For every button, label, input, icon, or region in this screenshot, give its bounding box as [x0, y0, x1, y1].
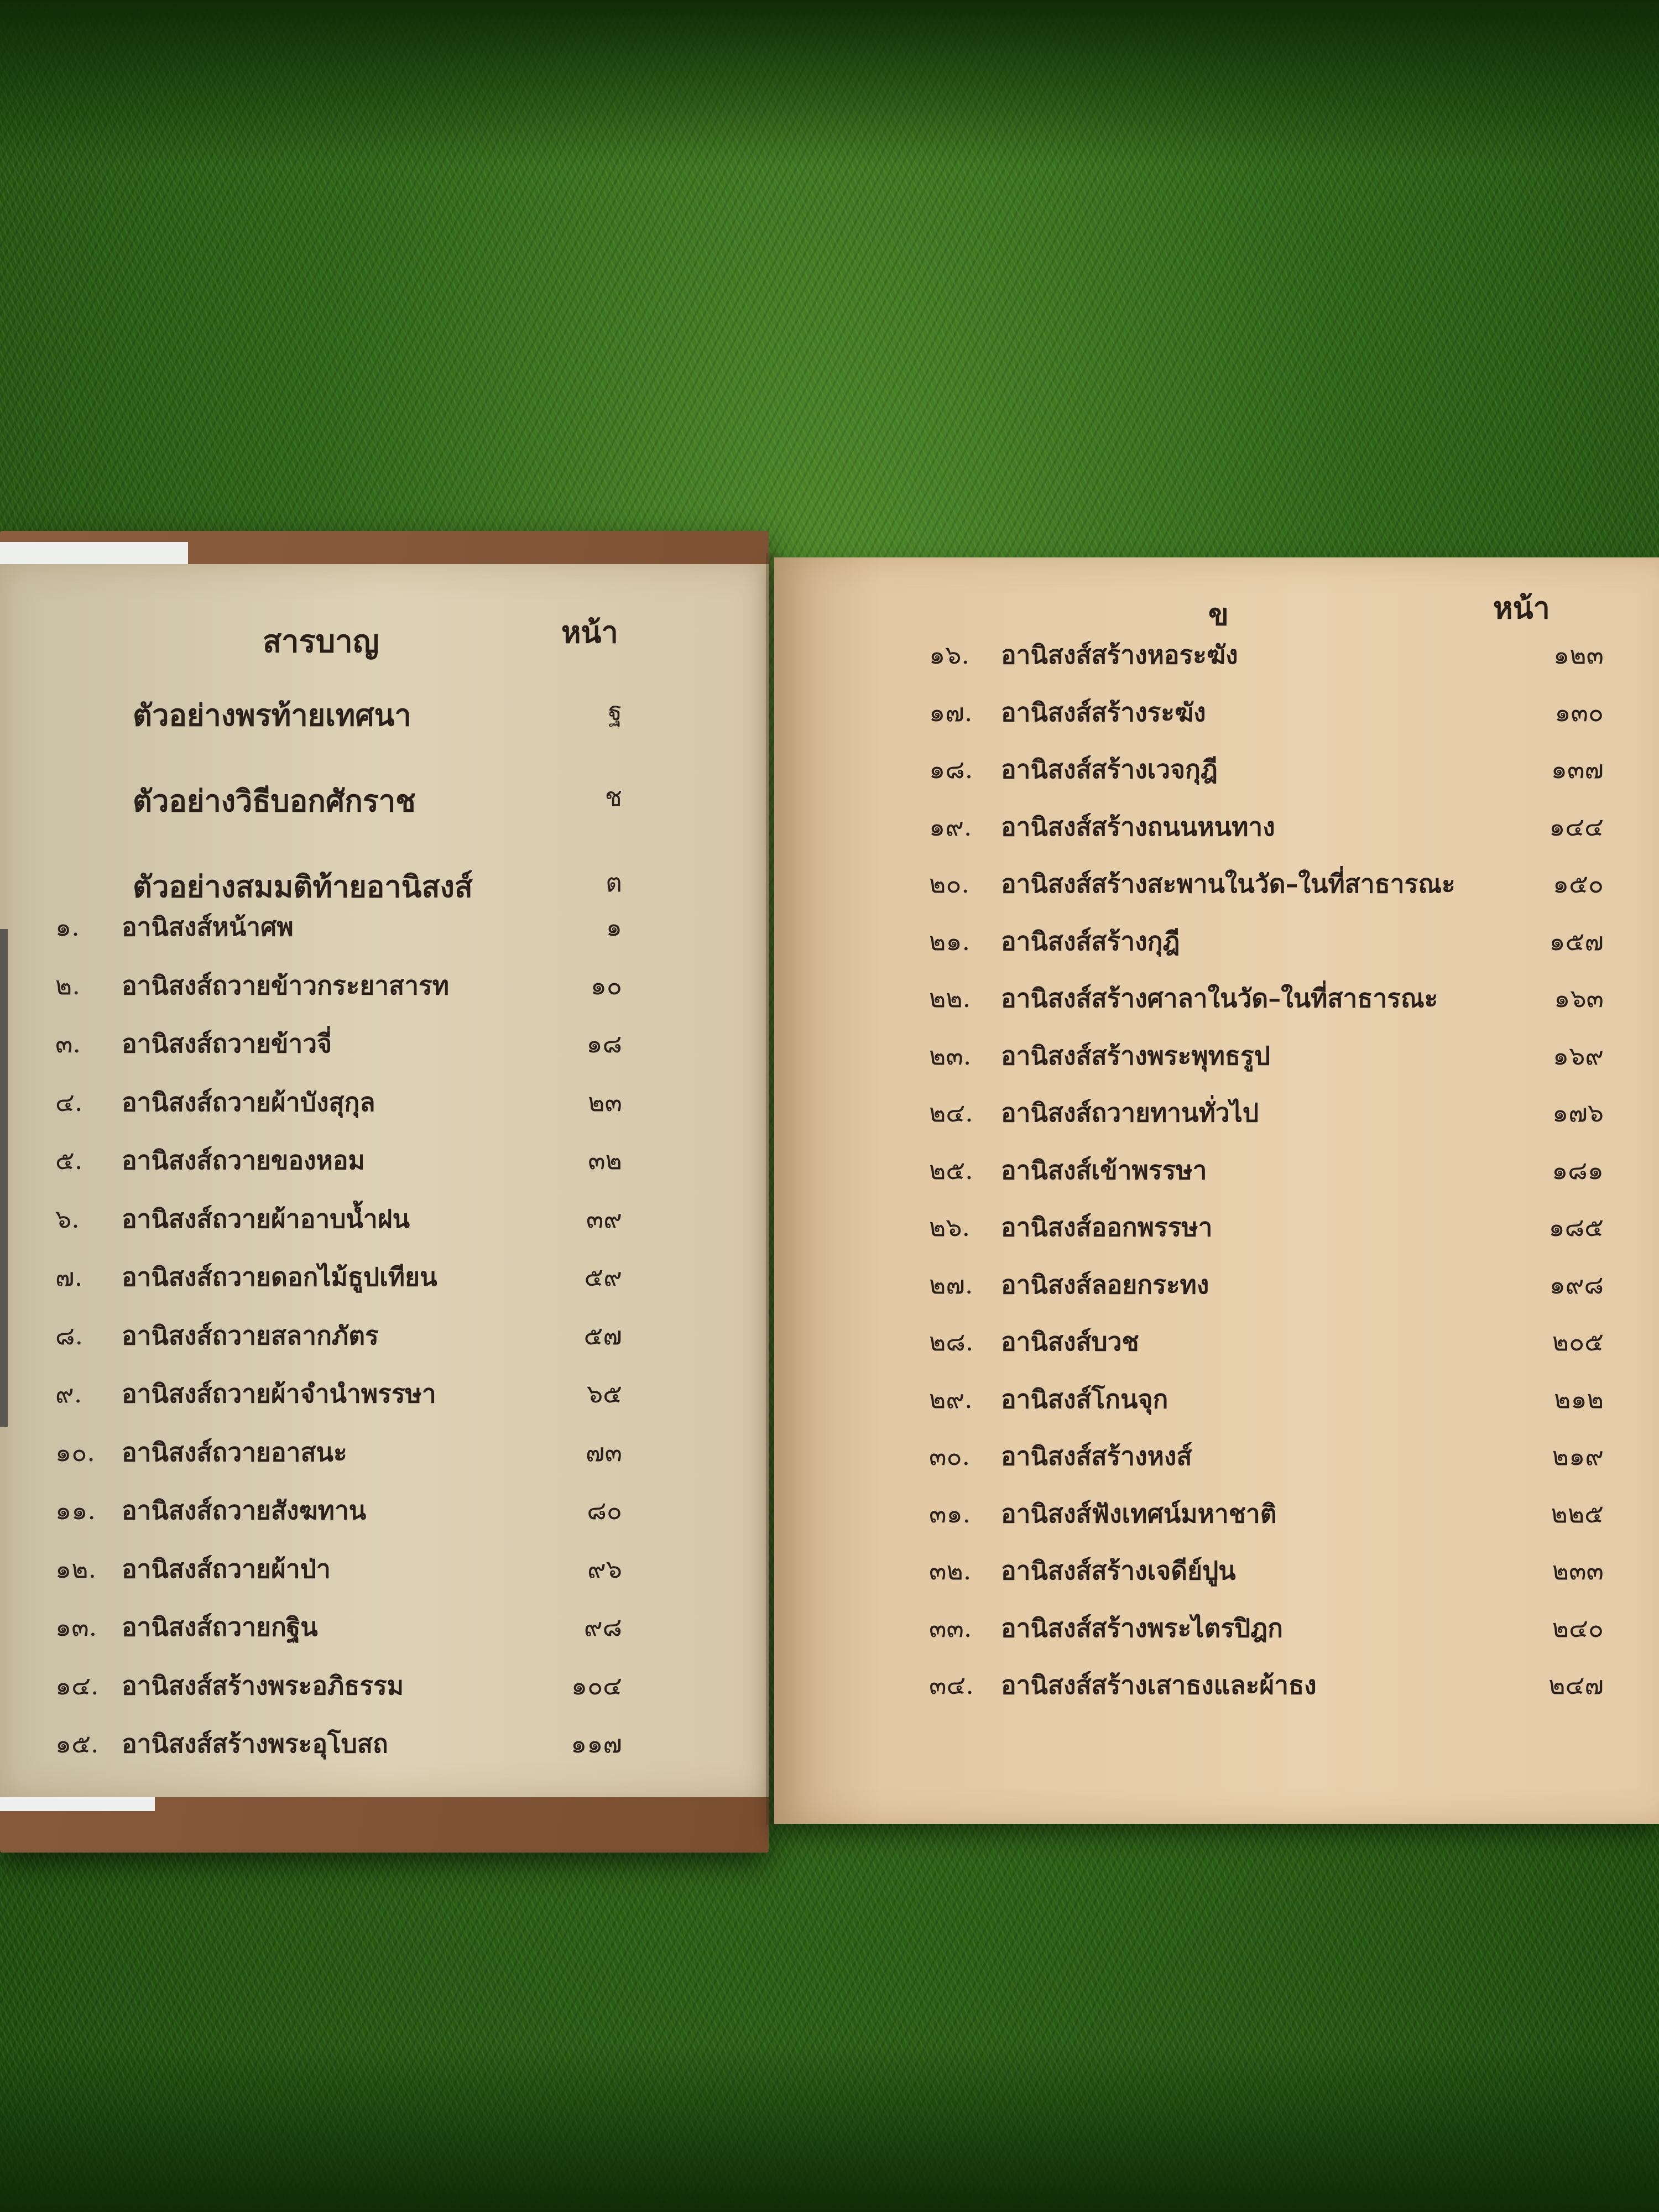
entry-title: อานิสงส์สร้างเสาธงและผ้าธง: [1001, 1670, 1317, 1700]
toc-entry: [0, 1140, 769, 1179]
entry-title: อานิสงส์โกนจุก: [1001, 1384, 1168, 1414]
entry-page-number: ๑๐: [590, 970, 622, 1000]
entry-title: อานิสงส์หน้าศพ: [122, 912, 294, 942]
toc-entry: [0, 1607, 769, 1646]
entry-page-number: ๓๙: [586, 1203, 622, 1234]
entry-number: ๑๗.: [929, 697, 973, 727]
entry-title: ตัวอย่างวิธีบอกศักราช: [133, 783, 416, 818]
grass-background-bottom: [0, 2046, 1659, 2212]
entry-page-number: ๑๔๔: [1549, 811, 1604, 842]
toc-entry: [0, 1490, 769, 1529]
toc-entry: [774, 749, 1659, 788]
entry-number: ๒๑.: [929, 926, 971, 956]
entry-page-number: ๓๒: [588, 1145, 622, 1175]
entry-page-number: ๑๕๗: [1549, 926, 1604, 956]
toc-entry: [0, 1199, 769, 1238]
entry-page-number: ๑๖๙: [1552, 1040, 1604, 1071]
toc-entry: [0, 1724, 769, 1762]
toc-entry: [774, 1551, 1659, 1589]
entry-page-number: ๒๓๓: [1552, 1556, 1604, 1585]
toc-entry: [0, 1082, 769, 1121]
entry-title: อานิสงส์เข้าพรรษา: [1001, 1155, 1207, 1185]
toc-entry: [774, 921, 1659, 960]
entry-page-number: ๒๐๕: [1552, 1327, 1604, 1357]
toc-entry: [774, 807, 1659, 846]
entry-page-number: ๑๘๕: [1548, 1212, 1604, 1242]
entry-title: อานิสงส์ถวายกฐิน: [122, 1612, 318, 1642]
entry-title: อานิสงส์ถวายดอกไม้ธูปเทียน: [122, 1262, 437, 1292]
toc-entry: [774, 1665, 1659, 1704]
toc-entry: [774, 1036, 1659, 1074]
entry-page-number: ๑๒๓: [1553, 640, 1604, 670]
entry-title: อานิสงส์ถวายของหอม: [122, 1145, 365, 1175]
entry-title: อานิสงส์สร้างศาลาในวัด–ในที่สาธารณะ: [1001, 983, 1438, 1013]
entry-number: ๒.: [55, 970, 80, 1000]
entry-page-number: ๒๒๕: [1551, 1498, 1604, 1528]
entry-title: อานิสงส์สร้างพระอภิธรรม: [122, 1670, 404, 1700]
prelim-entry: [0, 691, 769, 733]
entry-number: ๓๓.: [929, 1613, 972, 1643]
entry-number: ๑๑.: [55, 1495, 96, 1525]
entry-page-number: ๑๕๐: [1552, 869, 1604, 899]
toc-entry: [774, 1494, 1659, 1532]
entry-title: อานิสงส์สร้างพระไตรปิฎก: [1001, 1613, 1283, 1643]
entry-page-number: ๖๕: [586, 1379, 622, 1408]
prelim-entry: [0, 863, 769, 904]
entry-title: อานิสงส์สร้างระฆัง: [1001, 697, 1206, 727]
entry-title: อานิสงส์สร้างเจดีย์ปูน: [1001, 1556, 1236, 1585]
entry-page-number: ต: [606, 868, 622, 898]
entry-page-number: ๒๓: [588, 1087, 622, 1117]
toc-entry: [774, 1093, 1659, 1131]
entry-title: อานิสงส์ถวายสลากภัตร: [122, 1320, 379, 1350]
entry-title: อานิสงส์สร้างถนนหนทาง: [1001, 811, 1275, 842]
entry-title: ตัวอย่างสมมติท้ายอานิสงส์: [133, 869, 473, 904]
toc-entry: [0, 1024, 769, 1062]
entry-page-number: ฐ: [608, 696, 622, 726]
page-column-header: หน้า: [561, 615, 618, 650]
toc-entry: [774, 1608, 1659, 1647]
toc-entry: [0, 1549, 769, 1588]
entry-number: ๑๒.: [55, 1553, 97, 1584]
entry-page-number: ๕๙: [584, 1262, 622, 1292]
entry-page-number: ๑๑๗: [571, 1729, 622, 1759]
entry-number: ๓.: [55, 1029, 81, 1058]
entry-title: อานิสงส์ฟังเทศน์มหาชาติ: [1001, 1498, 1277, 1528]
toc-entry: [0, 1432, 769, 1471]
prelim-entry: [0, 777, 769, 816]
grass-background-top: [0, 0, 1659, 166]
entry-page-number: ๒๔๗: [1548, 1670, 1604, 1700]
entry-number: ๓๔.: [929, 1670, 974, 1700]
entry-number: ๓๒.: [929, 1556, 972, 1585]
entry-page-number: ๙๖: [587, 1553, 622, 1584]
entry-number: ๖.: [55, 1203, 80, 1234]
entry-number: ๒๔.: [929, 1098, 973, 1128]
entry-number: ๑๘.: [929, 754, 973, 784]
entry-title: อานิสงส์ถวายสังฆทาน: [122, 1495, 367, 1525]
entry-number: ๑๓.: [55, 1612, 97, 1642]
entry-page-number: ๑: [606, 912, 622, 942]
entry-page-number: ๒๑๙: [1552, 1441, 1604, 1471]
entry-number: ๑๕.: [55, 1729, 99, 1759]
entry-title: อานิสงส์ถวายอาสนะ: [122, 1437, 347, 1467]
page-column-header: หน้า: [1493, 591, 1550, 625]
entry-title: อานิสงส์สร้างพระพุทธรูป: [1001, 1040, 1270, 1071]
entry-page-number: ๑๖๓: [1554, 983, 1604, 1013]
entry-page-number: ๙๘: [583, 1612, 622, 1642]
entry-number: ๑.: [55, 912, 80, 942]
entry-title: อานิสงส์สร้างหงส์: [1001, 1441, 1192, 1471]
entry-number: ๒๓.: [929, 1040, 972, 1071]
entry-title: อานิสงส์สร้างหอระฆัง: [1001, 640, 1238, 670]
entry-number: ๓๑.: [929, 1498, 971, 1528]
open-book: [0, 531, 1659, 1858]
entry-number: ๒๖.: [929, 1212, 971, 1242]
entry-page-number: ๑๗๖: [1552, 1098, 1604, 1128]
entry-title: อานิสงส์ถวายข้าวกระยาสารท: [122, 970, 450, 1000]
entry-number: ๔.: [55, 1087, 83, 1117]
entry-title: อานิสงส์ถวายข้าวจี่: [122, 1029, 332, 1058]
entry-title: อานิสงส์สร้างกุฎี: [1001, 926, 1180, 956]
entry-title: อานิสงส์สร้างสะพานในวัด–ในที่สาธารณะ: [1001, 869, 1455, 899]
toc-entry: [774, 864, 1659, 902]
entry-number: ๑๖.: [929, 640, 970, 670]
toc-entry: [774, 1150, 1659, 1189]
page-letter: ข: [1208, 597, 1229, 632]
entry-page-number: ๘๐: [587, 1495, 622, 1525]
entry-page-number: ๑๘: [586, 1029, 622, 1058]
toc-entry: [0, 1666, 769, 1704]
entry-number: ๘.: [55, 1320, 84, 1350]
entry-title: อานิสงส์ออกพรรษา: [1001, 1212, 1213, 1242]
entry-page-number: ๒๔๐: [1552, 1613, 1604, 1643]
entry-page-number: ๑๘๑: [1552, 1155, 1604, 1185]
toc-entry: [774, 1265, 1659, 1303]
entry-page-number: ช: [604, 782, 622, 812]
entry-page-number: ๑๓๐: [1554, 697, 1604, 727]
toc-entry: [774, 978, 1659, 1017]
entry-page-number: ๑๐๔: [571, 1670, 622, 1700]
toc-entry: [774, 1322, 1659, 1360]
entry-title: อานิสงส์บวช: [1001, 1327, 1139, 1357]
entry-number: ๒๗.: [929, 1269, 973, 1300]
toc-entry: [0, 1257, 769, 1296]
entry-number: ๙.: [55, 1379, 82, 1408]
entry-number: ๑๙.: [929, 811, 972, 842]
toc-entry: [774, 1207, 1659, 1246]
entry-page-number: ๒๑๒: [1554, 1384, 1604, 1414]
entry-title: อานิสงส์ถวายผ้าป่า: [122, 1553, 331, 1584]
entry-title: อานิสงส์ถวายผ้าจำนำพรรษา: [122, 1379, 436, 1408]
entry-number: ๓๐.: [929, 1441, 971, 1471]
entry-title: อานิสงส์ถวายผ้าบังสุกุล: [122, 1087, 375, 1117]
entry-number: ๒๙.: [929, 1384, 973, 1414]
entry-page-number: ๑๓๗: [1551, 754, 1604, 784]
entry-title: อานิสงส์สร้างพระอุโบสถ: [122, 1729, 388, 1759]
right-page: [774, 557, 1659, 1824]
entry-number: ๒๕.: [929, 1155, 973, 1185]
left-page: [0, 564, 769, 1797]
toc-heading: สารบาญ: [263, 624, 379, 660]
entry-title: อานิสงส์สร้างเวจกุฎี: [1001, 754, 1218, 784]
toc-entry: [774, 635, 1659, 674]
entry-title: อานิสงส์ถวายผ้าอาบน้ำฝน: [122, 1203, 410, 1234]
toc-entry: [0, 1374, 769, 1412]
toc-entry: [774, 692, 1659, 731]
toc-entry: [0, 966, 769, 1004]
entry-number: ๗.: [55, 1262, 83, 1292]
entry-number: ๑๐.: [55, 1437, 95, 1467]
toc-entry: [774, 1379, 1659, 1418]
entry-number: ๒๒.: [929, 983, 971, 1013]
entry-number: ๒๐.: [929, 869, 970, 899]
entry-title: ตัวอย่างพรท้ายเทศนา: [133, 697, 411, 733]
entry-number: ๕.: [55, 1145, 83, 1175]
toc-entry: [0, 1316, 769, 1354]
entry-page-number: ๗๓: [585, 1437, 622, 1467]
entry-title: อานิสงส์ลอยกระทง: [1001, 1269, 1209, 1300]
toc-entry: [774, 1436, 1659, 1475]
entry-page-number: ๑๙๘: [1549, 1269, 1604, 1300]
entry-number: ๑๔.: [55, 1670, 99, 1700]
entry-title: อานิสงส์ถวายทานทั่วไป: [1001, 1098, 1259, 1128]
entry-number: ๒๘.: [929, 1327, 974, 1357]
entry-page-number: ๕๗: [583, 1320, 622, 1350]
toc-entry: [0, 907, 769, 946]
